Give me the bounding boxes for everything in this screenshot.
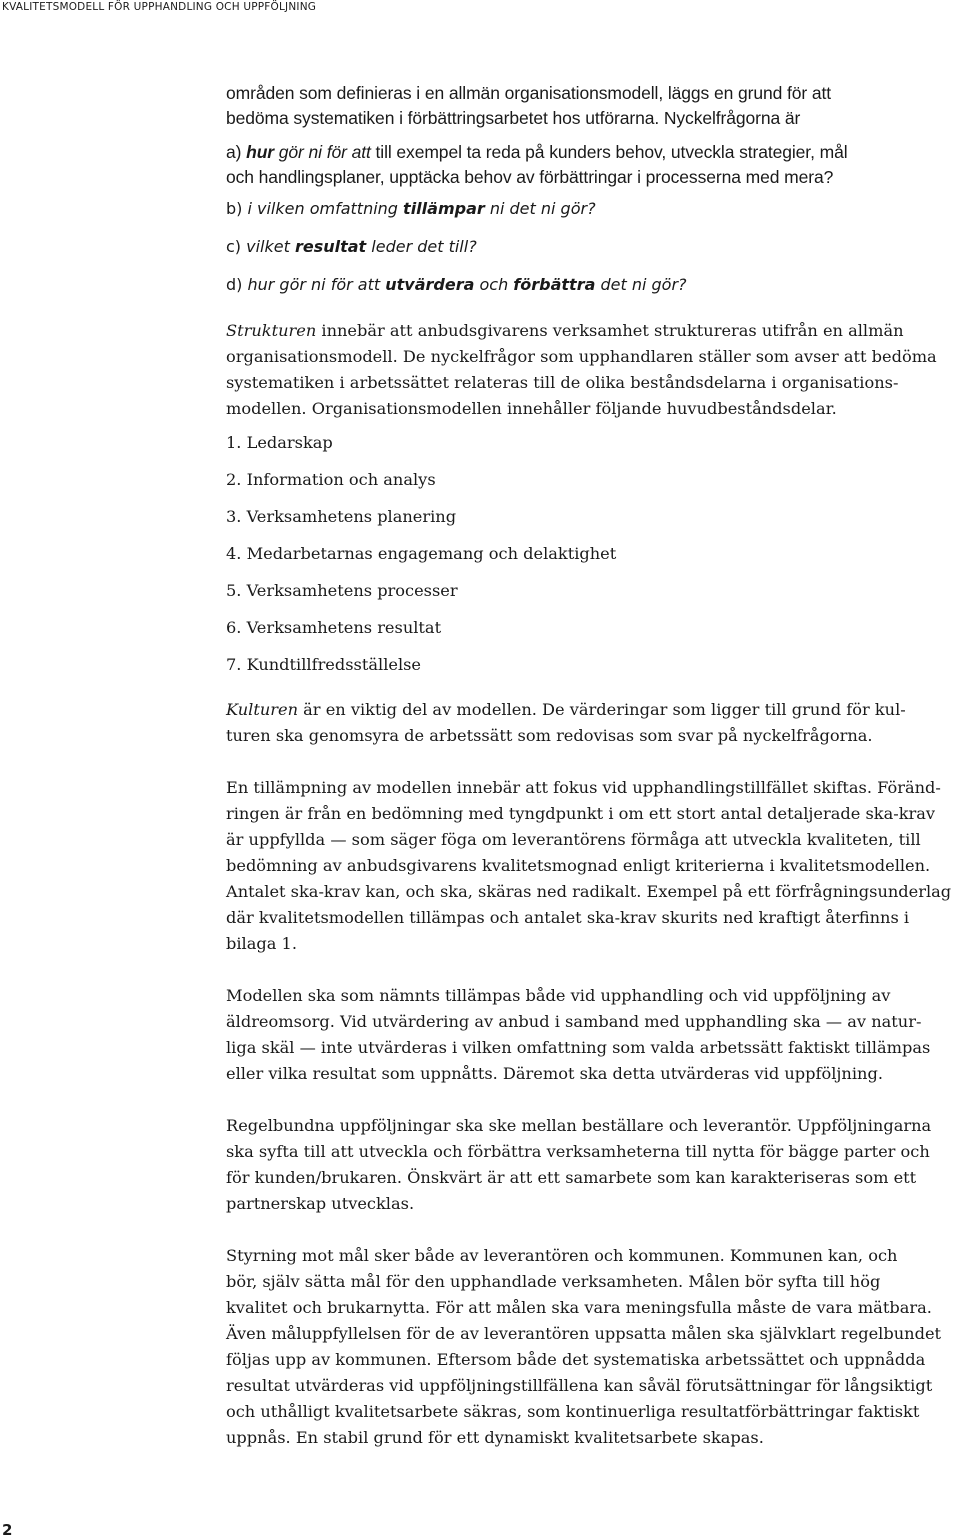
- question-b: b) i vilken omfattning tillämpar ni det ni gör?: [226, 199, 596, 218]
- model-usage-paragraph: [226, 983, 960, 1087]
- paragraph-line: Regelbundna uppföljningar ska ske mellan beställare och leverantör. Uppföljningarna: [226, 1116, 932, 1135]
- paragraph-line: följas upp av kommunen. Eftersom både det systematiska arbetssättet och uppnådda: [226, 1350, 926, 1369]
- paragraph-line: bedömning av anbudsgivarens kvalitetsmognad enligt kriterierna i kvalitetsmodellen.: [226, 856, 931, 875]
- question-a: [226, 140, 960, 190]
- structure-line: organisationsmodell. De nyckelfrågor som upphandlaren ställer som avser att bedöma: [226, 347, 937, 366]
- question-a-italic: gör ni för att: [274, 142, 371, 162]
- question-list: [226, 190, 960, 304]
- intro-paragraph: [226, 81, 960, 131]
- paragraph-line: där kvalitetsmodellen tillämpas och antalet ska-krav skurits ned kraftigt återfinns i: [226, 908, 910, 927]
- paragraph-line: och uthålligt kvalitetsarbete säkras, som kontinuerliga resultatförbättringar faktiskt: [226, 1402, 920, 1421]
- goals-paragraph: [226, 1243, 960, 1451]
- structure-line: modellen. Organisationsmodellen innehåller följande huvudbeståndsdelar.: [226, 399, 837, 418]
- paragraph-line: ringen är från en bedömning med tyngdpunkt i om ett stort antal detaljerade ska-krav: [226, 804, 936, 823]
- follow-up-paragraph: [226, 1113, 960, 1217]
- paragraph-line: resultat utvärderas vid uppföljningstillfällena kan såväl förutsättningar för långsiktigt: [226, 1376, 933, 1395]
- question-a-line1: [226, 140, 960, 165]
- list-item: 5. Verksamhetens processer: [226, 581, 458, 600]
- structure-line: Strukturen innebär att anbudsgivarens verksamhet struktureras utifrån en allmän: [226, 321, 904, 340]
- structure-line: systematiken i arbetssättet relateras till de olika beståndsdelarna i organisations-: [226, 373, 899, 392]
- application-paragraph: [226, 775, 960, 957]
- paragraph-line: bilaga 1.: [226, 934, 297, 953]
- paragraph-line: Modellen ska som nämnts tillämpas både vid upphandling och vid uppföljning av: [226, 986, 891, 1005]
- culture-line: Kulturen är en viktig del av modellen. De värderingar som ligger till grund för kul-: [226, 700, 906, 719]
- model-components-list: [226, 424, 960, 683]
- paragraph-line: Styrning mot mål sker både av leverantören och kommunen. Kommunen kan, och: [226, 1246, 898, 1265]
- running-head: KVALITETSMODELL FÖR UPPHANDLING OCH UPPFÖLJNING: [2, 1, 317, 13]
- paragraph-line: kvalitet och brukarnytta. För att målen ska vara meningsfulla måste de vara mätbara.: [226, 1298, 932, 1317]
- structure-lead: Strukturen: [226, 321, 317, 340]
- question-a-prefix: a): [226, 142, 247, 162]
- paragraph-line: är uppfyllda — som säger föga om leverantörens förmåga att utveckla kvaliteten, till: [226, 830, 921, 849]
- list-item: 3. Verksamhetens planering: [226, 507, 457, 526]
- question-d: d) hur gör ni för att utvärdera och förbättra det ni gör?: [226, 275, 687, 294]
- culture-lead: Kulturen: [226, 700, 299, 719]
- question-c: c) vilket resultat leder det till?: [226, 237, 477, 256]
- question-a-emphasis: hur: [246, 142, 275, 162]
- list-item: 6. Verksamhetens resultat: [226, 618, 442, 637]
- paragraph-line: En tillämpning av modellen innebär att fokus vid upphandlingstillfället skiftas. Föränd-: [226, 778, 941, 797]
- culture-line: turen ska genomsyra de arbetssätt som redovisas som svar på nyckelfrågorna.: [226, 726, 873, 745]
- paragraph-line: liga skäl — inte utvärderas i vilken omfattning som valda arbetssätt faktiskt tillämpas: [226, 1038, 931, 1057]
- list-item: 4. Medarbetarnas engagemang och delaktighet: [226, 544, 617, 563]
- intro-line: områden som definieras i en allmän organisationsmodell, läggs en grund för att: [226, 83, 832, 103]
- list-item: 1. Ledarskap: [226, 433, 333, 452]
- page-body: [226, 81, 960, 1451]
- structure-paragraph: [226, 318, 960, 422]
- paragraph-line: eller vilka resultat som uppnåtts. Däremot ska detta utvärderas vid uppföljning.: [226, 1064, 883, 1083]
- paragraph-line: bör, själv sätta mål för den upphandlade verksamheten. Målen bör syfta till hög: [226, 1272, 881, 1291]
- paragraph-line: partnerskap utvecklas.: [226, 1194, 415, 1213]
- paragraph-line: Antalet ska-krav kan, och ska, skäras ned radikalt. Exempel på ett förfrågningsunderlag: [226, 882, 952, 901]
- list-item: 2. Information och analys: [226, 470, 436, 489]
- intro-line: bedöma systematiken i förbättringsarbetet hos utförarna. Nyckelfrågorna är: [226, 108, 801, 128]
- question-a-line2: och handlingsplaner, upptäcka behov av förbättringar i processerna med mera?: [226, 167, 834, 187]
- paragraph-line: Även måluppfyllelsen för de av leverantören uppsatta målen ska självklart regelbundet: [226, 1324, 942, 1343]
- page-number: 2: [2, 1521, 13, 1539]
- paragraph-line: för kunden/brukaren. Önskvärt är att ett samarbete som kan karakteriseras som ett: [226, 1168, 917, 1187]
- paragraph-line: uppnås. En stabil grund för ett dynamiskt kvalitetsarbete skapas.: [226, 1428, 764, 1447]
- culture-paragraph: [226, 697, 960, 749]
- paragraph-line: ska syfta till att utveckla och förbättra verksamheterna till nytta för bägge parter och: [226, 1142, 930, 1161]
- question-a-text: till exempel ta reda på kunders behov, utveckla strategier, mål: [370, 142, 848, 162]
- list-item: 7. Kundtillfredsställelse: [226, 655, 422, 674]
- paragraph-line: äldreomsorg. Vid utvärdering av anbud i samband med upphandling ska — av natur-: [226, 1012, 922, 1031]
